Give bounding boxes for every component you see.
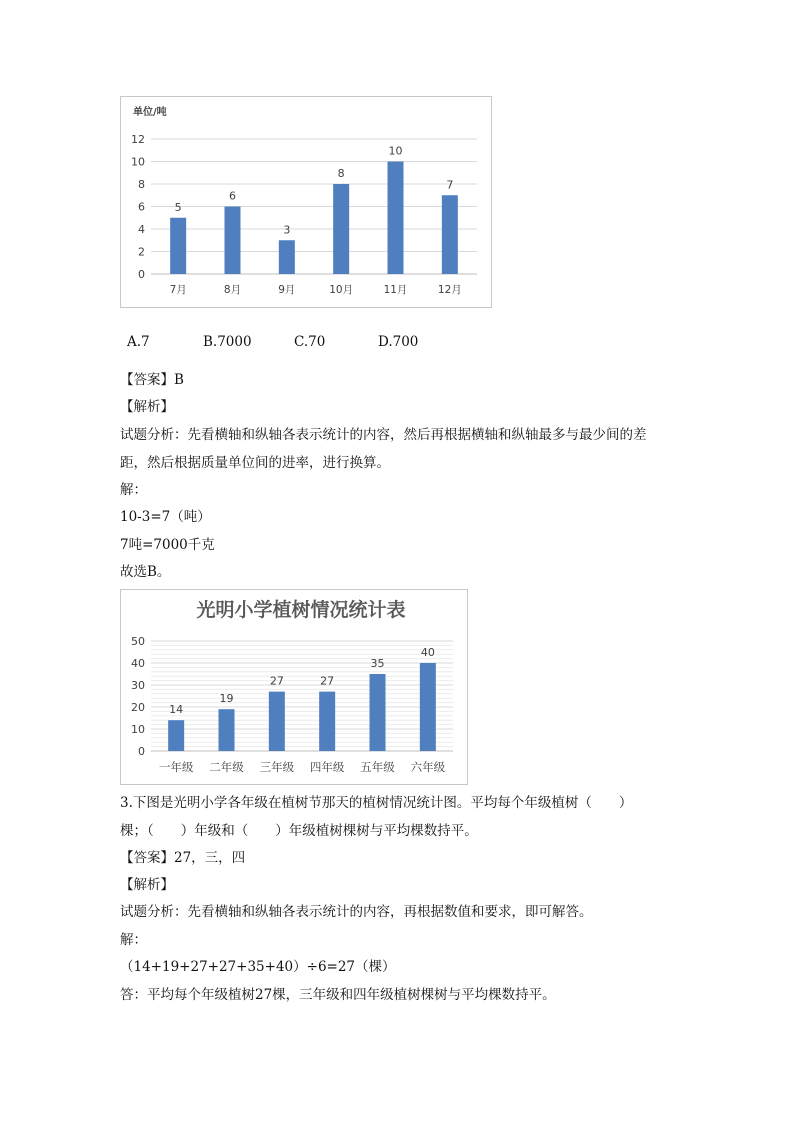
data-label: 7	[446, 178, 454, 192]
data-label: 10	[388, 144, 403, 158]
q3-conclusion: 答：平均每个年级植树27棵，三年级和四年级植树棵树与平均棵数持平。	[120, 987, 556, 1003]
bar	[388, 162, 404, 275]
y-tick-label: 10	[131, 155, 145, 169]
chart-title: 单位/吨	[133, 107, 167, 118]
q2-solve-label: 解：	[120, 482, 147, 498]
chart-1-svg	[121, 97, 491, 307]
x-tick-label: 11月	[383, 284, 408, 296]
y-tick-label: 50	[131, 635, 145, 648]
q3-analysis-heading: 【解析】	[120, 877, 174, 893]
y-tick-label: 6	[138, 200, 145, 214]
q2-conclusion: 故选B。	[120, 564, 171, 580]
x-tick-label: 四年级	[309, 760, 345, 774]
bar	[370, 674, 386, 751]
x-tick-label: 10月	[329, 284, 354, 296]
bar	[219, 709, 235, 751]
x-tick-label: 五年级	[360, 760, 395, 774]
bar	[333, 184, 349, 274]
q2-step-1: 10-3=7（吨）	[120, 509, 211, 525]
x-tick-label: 7月	[169, 284, 187, 296]
option-a: A.7	[127, 334, 150, 350]
x-tick-label: 8月	[223, 284, 242, 296]
x-tick-label: 二年级	[209, 760, 244, 774]
data-label: 3	[283, 223, 291, 237]
x-tick-label: 三年级	[259, 760, 295, 774]
data-label: 5	[174, 200, 182, 214]
bar	[442, 195, 458, 274]
data-label: 27	[320, 674, 335, 688]
data-label: 27	[269, 674, 284, 688]
q3-question-line-1: 3.下图是光明小学各年级在植树节那天的植树情况统计图。平均每个年级植树（ ）	[120, 795, 633, 811]
q3-answer: 【答案】27，三，四	[120, 850, 246, 866]
chart-tree-planting	[120, 589, 468, 785]
q2-step-2: 7吨=7000千克	[120, 537, 215, 553]
data-label: 14	[169, 703, 184, 717]
option-b: B.7000	[203, 334, 252, 350]
x-tick-label: 六年级	[410, 760, 446, 774]
data-label: 6	[229, 189, 236, 203]
y-tick-label: 2	[138, 245, 145, 259]
bar	[319, 692, 335, 751]
q2-analysis-line-2: 距，然后根据质量单位间的进率，进行换算。	[120, 455, 390, 471]
x-tick-label: 9月	[278, 284, 296, 296]
y-tick-label: 10	[131, 723, 145, 736]
y-tick-label: 8	[138, 178, 145, 191]
q3-solve-label: 解：	[120, 932, 147, 948]
answer-options	[127, 333, 418, 351]
bar	[168, 720, 184, 751]
option-c: C.70	[294, 334, 326, 350]
q2-answer: 【答案】B	[120, 372, 184, 388]
y-tick-label: 4	[138, 223, 145, 236]
data-label: 35	[370, 657, 385, 670]
q3-analysis-line-1: 试题分析：先看横轴和纵轴各表示统计的内容，再根据数值和要求，即可解答。	[120, 904, 593, 920]
bar	[170, 218, 186, 274]
data-label: 40	[420, 646, 435, 659]
bar	[269, 692, 285, 751]
y-tick-label: 40	[131, 657, 145, 670]
chart-2-svg	[121, 590, 467, 784]
chart-title: 光明小学植树情况统计表	[196, 599, 406, 621]
bar	[225, 207, 241, 275]
q2-analysis-line-1: 试题分析：先看横轴和纵轴各表示统计的内容，然后再根据横轴和纵轴最多与最少间的差	[120, 427, 647, 443]
chart-monthly-tons	[120, 96, 492, 308]
y-tick-label: 12	[131, 133, 145, 146]
data-label: 19	[219, 692, 234, 706]
q2-analysis-heading: 【解析】	[120, 399, 174, 415]
option-d: D.700	[378, 334, 419, 350]
bar	[420, 663, 436, 751]
data-label: 8	[337, 167, 345, 180]
x-tick-label: 一年级	[158, 760, 194, 774]
y-tick-label: 0	[138, 745, 145, 758]
q3-step-1: （14+19+27+27+35+40）÷6=27（棵）	[120, 959, 396, 975]
y-tick-label: 30	[131, 679, 145, 692]
q3-question-line-2: 棵；（ ）年级和（ ）年级植树棵树与平均棵数持平。	[120, 823, 478, 839]
y-tick-label: 20	[131, 701, 145, 714]
bar	[279, 240, 295, 274]
x-tick-label: 12月	[437, 284, 462, 296]
y-tick-label: 0	[138, 268, 145, 281]
